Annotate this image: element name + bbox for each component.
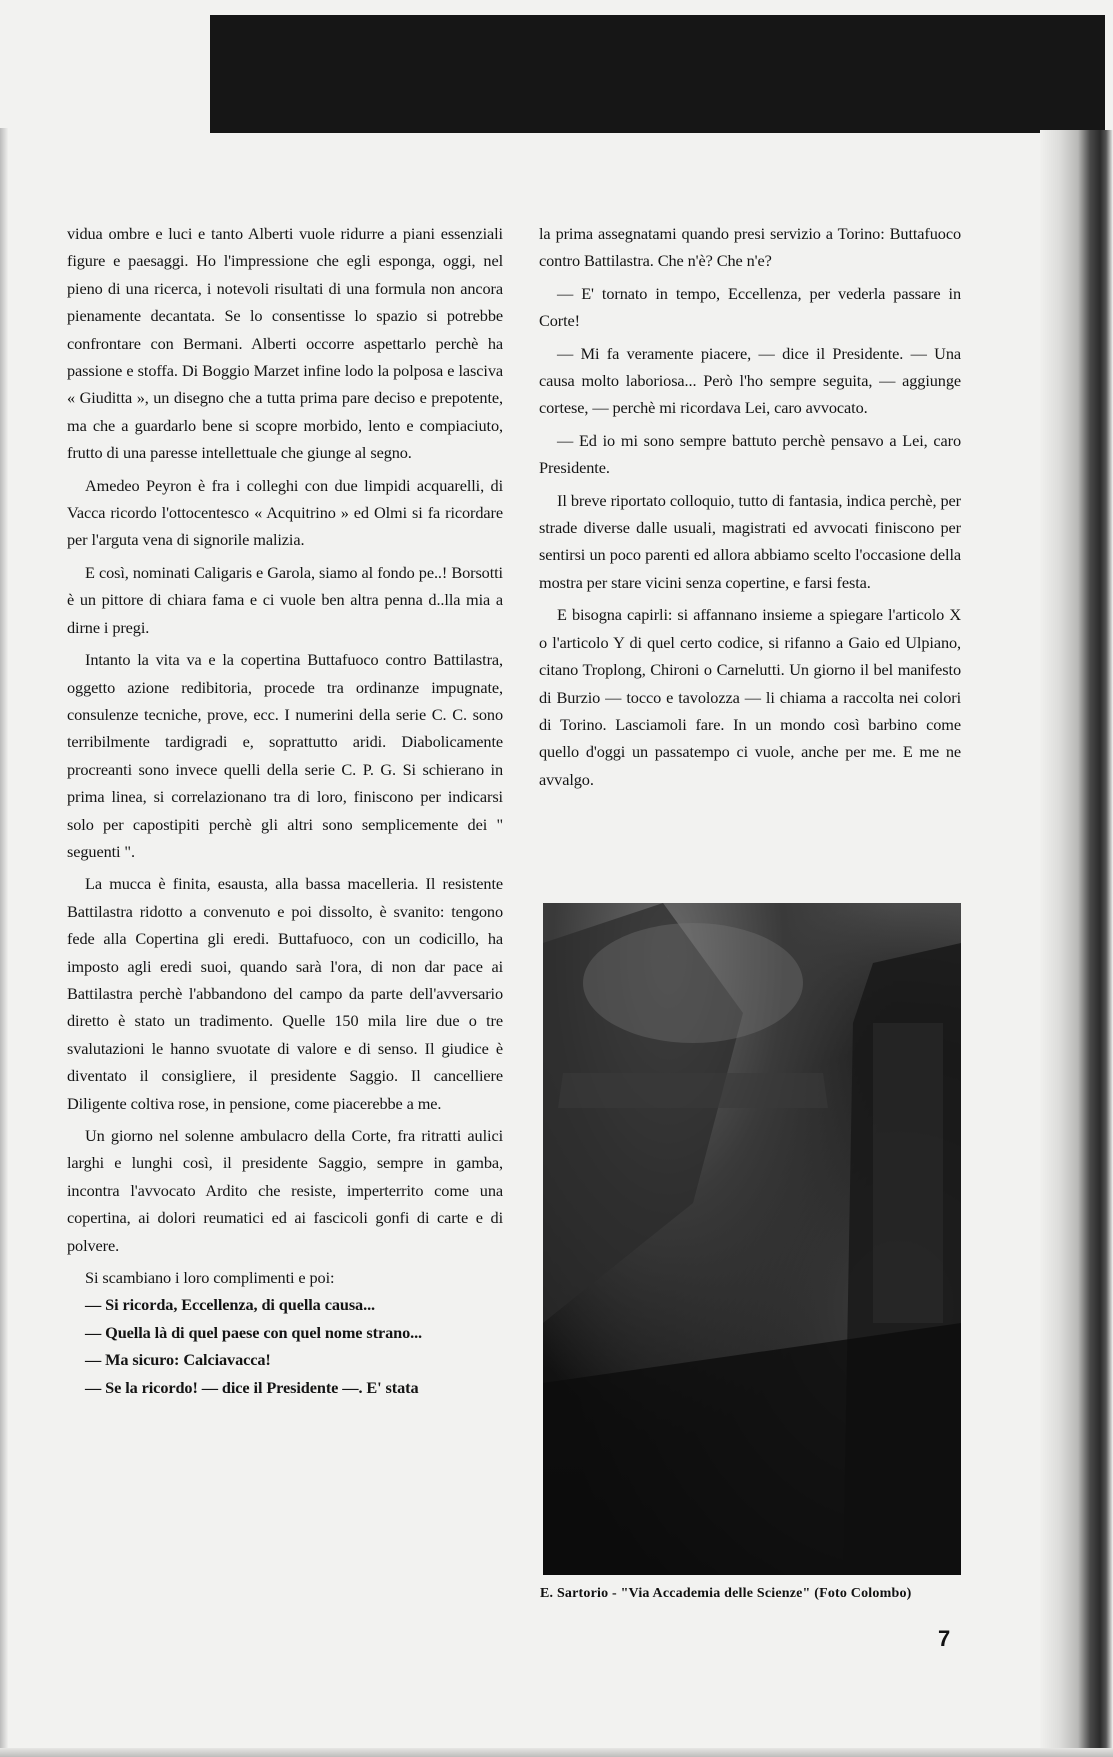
- right-text-column: [539, 220, 961, 798]
- top-dark-band: [210, 15, 1105, 133]
- dialogue-line: — E' tornato in tempo, Eccellenza, per vederla passare in Corte!: [539, 283, 961, 331]
- paragraph: vidua ombre e luci e tanto Alberti vuole ridurre a piani essenziali figure e paesaggi. Ho l'impressione che egli esponga, oggi, nel pieno di una ricerca, i notevoli risultati di una formula non ancora pienamente decantata. Se lo consentisse lo spazio si potrebbe confrontare con Bermani. Alberti occorre aspettarlo perchè ha passione e stoffa. Di Boggio Marzet infine lodo la polposa e lasciva « Giuditta », un disegno che a tutta prima pare deciso e prepotente, ma che a guardarlo bene si scopre morbido, lento e compiaciuto, frutto di una paresse intellettuale che giunge al segno.: [67, 224, 503, 463]
- paragraph: Amedeo Peyron è fra i colleghi con due limpidi acquarelli, di Vacca ricordo l'ottocentesco « Acquitrino » ed Olmi si fa ricordare per l'arguta vena di signorile malizia.: [67, 475, 503, 550]
- dialogue-line: — Ma sicuro: Calciavacca!: [85, 1350, 271, 1370]
- paragraph: Il breve riportato colloquio, tutto di fantasia, indica perchè, per strade diverse dalle usuali, magistrati ed avvocati finiscono per sentirsi un poco parenti ed allora abbiamo scelto l'occasione della mostra per stare vicini senza copertine, e farsi festa.: [539, 490, 961, 592]
- dialogue-line: — Ed io mi sono sempre battuto perchè pensavo a Lei, caro Presidente.: [539, 430, 961, 478]
- paragraph: Un giorno nel solenne ambulacro della Corte, fra ritratti aulici larghi e lunghi così, il presidente Saggio, sempre in gamba, incontra l'avvocato Ardito che resiste, imperterrito come una copertina, ai dolori reumatici ed ai fascicoli gonfi di carte e di polvere.: [67, 1126, 503, 1255]
- photo-caption: E. Sartorio - "Via Accademia delle Scienze" (Foto Colombo): [540, 1586, 912, 1601]
- left-text-column: [67, 220, 503, 1401]
- paragraph: la prima assegnatami quando presi servizio a Torino: Buttafuoco contro Battilastra. Che n'è? Che n'e?: [539, 224, 961, 271]
- paragraph: Intanto la vita va e la copertina Buttafuoco contro Battilastra, oggetto azione redibitoria, procede tra ordinanze impugnate, consulenze tecniche, prove, ecc. I numerini della serie C. C. sono terribilmente tardigradi e, soprattutto aridi. Diabolicamente procreanti sono invece quelli della serie C. P. G. Si schierano in prima linea, si correlazionano tra di loro, finiscono per indicarsi solo per capostipiti perchè gli altri sono semplicemente dei " seguenti ".: [67, 650, 503, 861]
- dialogue-line: — Mi fa veramente piacere, — dice il Presidente. — Una causa molto laboriosa... Però l'ho sempre seguita, — aggiunge cortese, — perchè mi ricordava Lei, caro avvocato.: [539, 343, 961, 418]
- page-number: 7: [938, 1626, 951, 1651]
- dialogue-line: — Si ricorda, Eccellenza, di quella causa...: [85, 1295, 376, 1315]
- left-page-edge: [0, 128, 8, 1757]
- paragraph: E così, nominati Caligaris e Garola, siamo al fondo pe..! Borsotti è un pittore di chiara fama e ci vuole ben altra penna d..lla mia a dirne i pregi.: [67, 562, 503, 637]
- bottom-page-edge: [0, 1748, 1113, 1757]
- paragraph: La mucca è finita, esausta, alla bassa macelleria. Il resistente Battilastra ridotto a convenuto e poi dissolto, è svanito: tengono fede alla Copertina gli eredi. Buttafuoco, con un codicillo, ha imposto agli eredi suoi, quando sarà l'ora, di non dar pace ai Battilastra perchè l'abbandono del campo da parte dell'avversario diretto è stato un tradimento. Quelle 150 mila lire due o tre svalutazioni le hanno svuotate di valore e di senso. Il giudice è diventato il consigliere, il presidente Saggio. Il cancelliere Diligente coltiva rose, in pensione, come piacerebbe a me.: [67, 874, 503, 1113]
- dialogue-line: — Quella là di quel paese con quel nome strano...: [85, 1322, 423, 1342]
- painting-photo: [543, 903, 961, 1575]
- dialogue-line: — Se la ricordo! — dice il Presidente —. E' stata: [85, 1377, 419, 1397]
- paragraph: E bisogna capirli: si affannano insieme a spiegare l'articolo X o l'articolo Y di quel certo codice, si rifanno a Gaio ed Ulpiano, citano Troplong, Chironi o Carnelutti. Un giorno il bel manifesto di Burzio — tocco e tavolozza — li chiama a raccolta nei colori di Torino. Lasciamoli fare. In un mondo così barbino come quello d'oggi un passatempo ci vuole, anche per me. E me ne avvalgo.: [539, 605, 961, 789]
- right-page-edge: [1040, 130, 1113, 1757]
- painting-shapes: [543, 903, 961, 1575]
- paragraph: Si scambiano i loro complimenti e poi:: [85, 1268, 335, 1288]
